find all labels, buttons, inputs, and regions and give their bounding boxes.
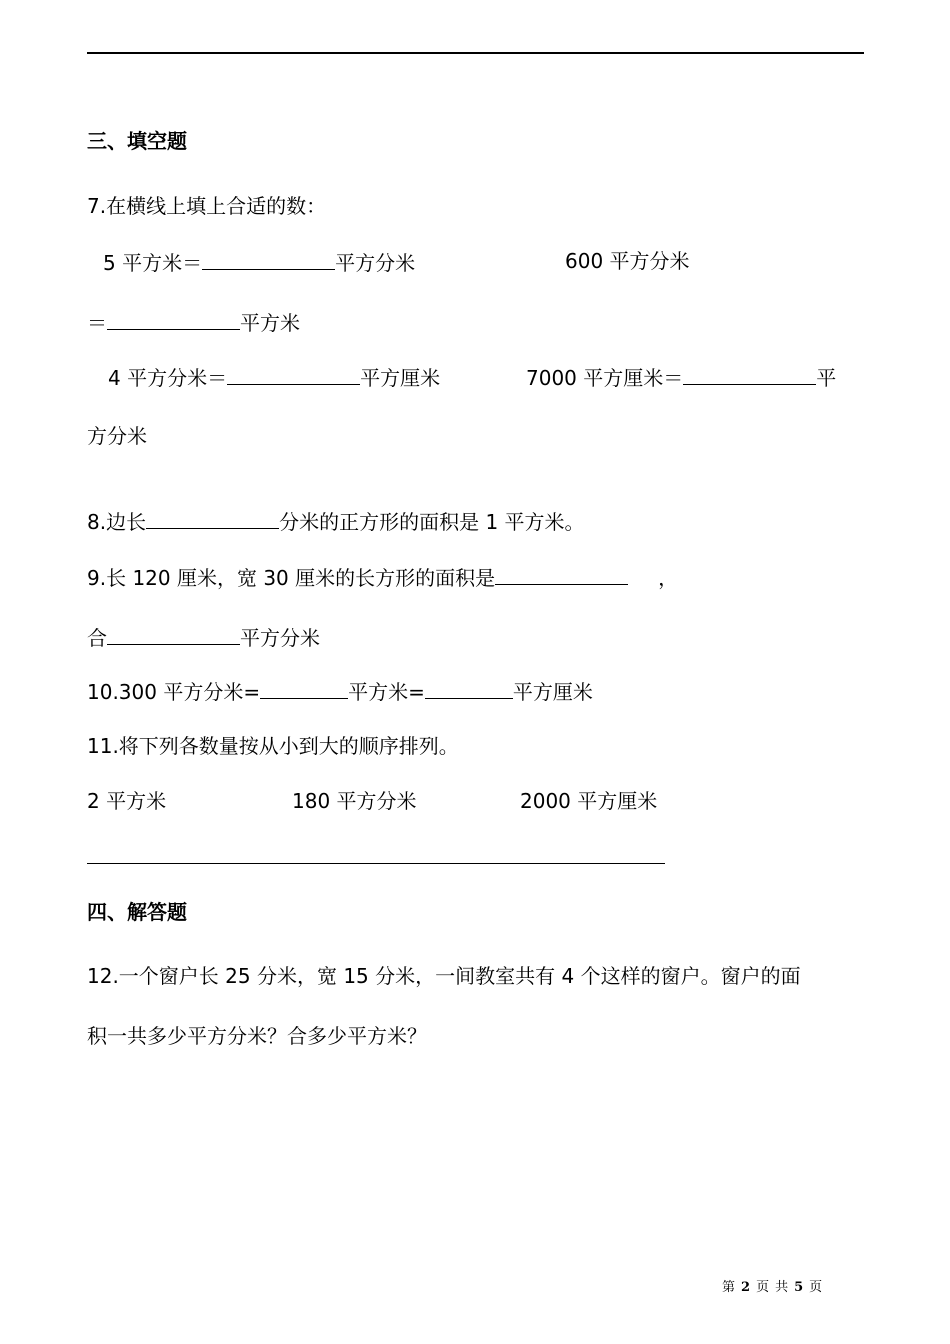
q9-he: 合 bbox=[87, 626, 107, 650]
q10-blank-2[interactable] bbox=[425, 676, 513, 699]
footer-ye1: 页 bbox=[756, 1280, 770, 1295]
q12-line2: 积一共多少平方分米？合多少平方米？ bbox=[87, 1024, 427, 1048]
q7-d-unit2: 方分米 bbox=[87, 424, 147, 448]
q8-post: 分米的正方形的面积是 1 平方米。 bbox=[279, 510, 585, 534]
footer-gong: 共 bbox=[775, 1280, 789, 1295]
q7-row-c bbox=[108, 362, 440, 392]
q9-line2 bbox=[87, 622, 320, 652]
section-title-fill-blank: 三、填空题 bbox=[87, 129, 187, 153]
footer-page-number: 2 bbox=[741, 1280, 751, 1295]
q7-a-left: 5 平方米＝ bbox=[103, 251, 203, 275]
q7-b-blank[interactable] bbox=[107, 307, 240, 330]
q7-b-left: 600 平方分米 bbox=[565, 249, 690, 273]
q11-prompt: 11.将下列各数量按从小到大的顺序排列。 bbox=[87, 734, 459, 758]
section-title-answer: 四、解答题 bbox=[87, 900, 187, 924]
q9-blank-1[interactable] bbox=[495, 562, 628, 585]
q11-answer-blank[interactable] bbox=[87, 863, 665, 864]
q7-c-unit: 平方厘米 bbox=[360, 366, 441, 390]
q7-d-unit1: 平 bbox=[816, 366, 837, 390]
q11-item-1: 2 平方米 bbox=[87, 789, 167, 813]
q7-c-left: 4 平方分米＝ bbox=[108, 366, 228, 390]
q11-item-3: 2000 平方厘米 bbox=[520, 789, 658, 813]
footer-ye2: 页 bbox=[809, 1280, 823, 1295]
q10 bbox=[87, 676, 593, 706]
q7-row-d bbox=[526, 362, 836, 392]
q10-mid: 平方米= bbox=[348, 680, 425, 704]
q12-line1: 12.一个窗户长 25 分米，宽 15 分米，一间教室共有 4 个这样的窗户。窗户的面 bbox=[87, 964, 801, 988]
q7-a-blank[interactable] bbox=[202, 247, 335, 270]
q7-b-unit: 平方米 bbox=[240, 311, 300, 335]
q8-blank[interactable] bbox=[146, 506, 279, 529]
q7-row-b bbox=[87, 307, 300, 337]
q9-unit: 平方分米 bbox=[240, 626, 320, 650]
q10-blank-1[interactable] bbox=[260, 676, 348, 699]
footer-di: 第 bbox=[722, 1280, 736, 1295]
q9-blank-2[interactable] bbox=[107, 622, 240, 645]
q7-a-unit: 平方分米 bbox=[335, 251, 416, 275]
q7-b-eq: ＝ bbox=[87, 311, 107, 335]
q7-d-blank[interactable] bbox=[683, 362, 816, 385]
q8-pre: 8.边长 bbox=[87, 510, 147, 534]
footer-total-pages: 5 bbox=[794, 1280, 804, 1295]
q7-prompt: 7.在横线上填上合适的数： bbox=[87, 194, 327, 218]
q9-line1 bbox=[87, 562, 678, 592]
q9-pre: 9.长 120 厘米，宽 30 厘米的长方形的面积是 bbox=[87, 566, 496, 590]
page-footer bbox=[722, 1276, 828, 1295]
q9-comma: ， bbox=[658, 566, 679, 590]
q7-row-a bbox=[103, 247, 415, 277]
q7-c-blank[interactable] bbox=[227, 362, 360, 385]
q11-item-2: 180 平方分米 bbox=[292, 789, 417, 813]
q10-post: 平方厘米 bbox=[512, 680, 593, 704]
q7-d-left: 7000 平方厘米＝ bbox=[526, 366, 684, 390]
q10-pre: 10.300 平方分米= bbox=[87, 680, 261, 704]
q8 bbox=[87, 506, 585, 536]
header-rule bbox=[87, 52, 864, 54]
